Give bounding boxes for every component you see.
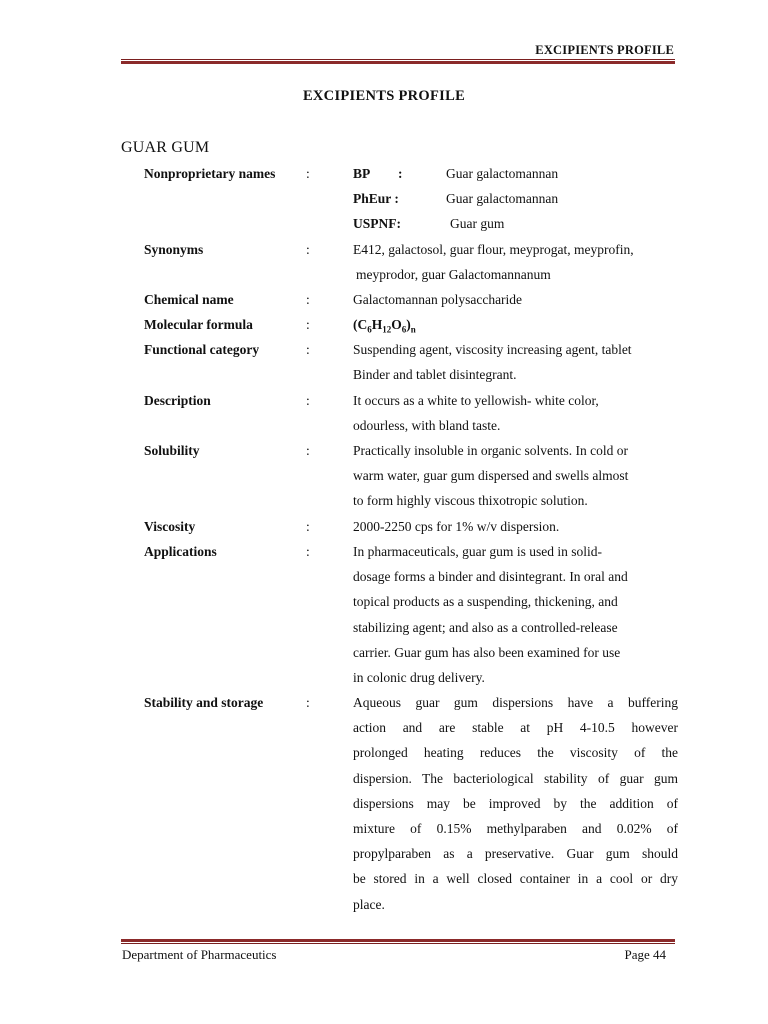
stability-value bbox=[353, 690, 678, 917]
description-label: Description bbox=[144, 393, 211, 408]
section-heading: GUAR GUM bbox=[121, 139, 210, 156]
value-line: 2000-2250 cps for 1% w/v dispersion. bbox=[353, 519, 560, 534]
value-line: dispersion. The bacteriological stability of guar gum bbox=[353, 770, 678, 786]
value-line: In pharmaceuticals, guar gum is used in solid- bbox=[353, 544, 602, 559]
value-line: in colonic drug delivery. bbox=[353, 670, 485, 686]
name-code-uspnf: USPNF: bbox=[353, 216, 401, 231]
solubility-value bbox=[353, 438, 678, 514]
viscosity-label: Viscosity bbox=[144, 519, 196, 534]
description-value bbox=[353, 388, 678, 438]
running-header: EXCIPIENTS PROFILE bbox=[535, 43, 674, 57]
value-line: Practically insoluble in organic solvents. In cold or bbox=[353, 443, 628, 458]
name-value-bp: Guar galactomannan bbox=[446, 166, 559, 181]
synonyms-value bbox=[353, 237, 678, 287]
value-line: prolonged heating reduces the viscosity of the bbox=[353, 745, 678, 761]
value-line: mixture of 0.15% methylparaben and 0.02% of bbox=[353, 821, 678, 837]
value-line: Galactomannan polysaccharide bbox=[353, 292, 523, 307]
stability-label: Stability and storage bbox=[144, 695, 264, 710]
page-number: Page 44 bbox=[624, 947, 666, 962]
name-value-pheur: Guar galactomannan bbox=[446, 191, 559, 206]
value-line: carrier. Guar gum has also been examined for use bbox=[353, 644, 621, 660]
nonproprietary-label: Nonproprietary names bbox=[144, 166, 276, 181]
viscosity-value bbox=[353, 514, 678, 539]
colon: : bbox=[306, 317, 310, 332]
value-line: Aqueous guar gum dispersions have a buffering bbox=[353, 695, 678, 710]
footer-rule-thick bbox=[121, 939, 675, 942]
molecular-formula-label: Molecular formula bbox=[144, 317, 253, 332]
footer-rule-thin bbox=[121, 943, 675, 944]
value-line: stabilizing agent; and also as a controlled-release bbox=[353, 619, 618, 635]
value-line: meyprodor, guar Galactomannanum bbox=[356, 267, 551, 283]
colon: : bbox=[306, 443, 310, 458]
colon: : bbox=[306, 695, 310, 710]
value-line: be stored in a well closed container in a cool or dry bbox=[353, 871, 678, 887]
synonyms-label: Synonyms bbox=[144, 242, 204, 257]
name-colon-bp: : bbox=[398, 166, 403, 181]
value-line: Binder and tablet disintegrant. bbox=[353, 367, 517, 383]
functional-category-label: Functional category bbox=[144, 342, 260, 357]
value-line: place. bbox=[353, 896, 385, 912]
value-line: dispersions may be improved by the addition of bbox=[353, 795, 678, 811]
applications-label: Applications bbox=[144, 544, 217, 559]
document-title: EXCIPIENTS PROFILE bbox=[302, 88, 466, 104]
header-rule-thin bbox=[121, 59, 675, 60]
functional-category-value bbox=[353, 337, 678, 387]
colon: : bbox=[306, 242, 310, 257]
colon: : bbox=[306, 393, 310, 408]
value-line: action and are stable at pH 4-10.5 however bbox=[353, 720, 678, 736]
name-code-bp: BP bbox=[353, 166, 371, 181]
value-line: E412, galactosol, guar flour, meyprogat, meyprofin, bbox=[353, 242, 634, 257]
value-line: propylparaben as a preservative. Guar gum should bbox=[353, 846, 678, 862]
colon: : bbox=[306, 519, 310, 534]
colon: : bbox=[306, 166, 310, 181]
name-value-uspnf: Guar gum bbox=[450, 216, 505, 231]
value-line: Suspending agent, viscosity increasing agent, tablet bbox=[353, 342, 632, 357]
value-line: warm water, guar gum dispersed and swells almost bbox=[353, 468, 629, 484]
value-line: topical products as a suspending, thickening, and bbox=[353, 594, 618, 610]
chemical-name-label: Chemical name bbox=[144, 292, 234, 307]
footer-department: Department of Pharmaceutics bbox=[122, 947, 277, 962]
name-code-pheur: PhEur : bbox=[353, 191, 399, 206]
value-line: to form highly viscous thixotropic solution. bbox=[353, 493, 588, 509]
header-rule-thick bbox=[121, 61, 675, 64]
colon: : bbox=[306, 544, 310, 559]
applications-value bbox=[353, 539, 678, 690]
solubility-label: Solubility bbox=[144, 443, 200, 458]
colon: : bbox=[306, 342, 310, 357]
molecular-formula-value: $(C_6H_{12}O_6)_n$ bbox=[353, 317, 416, 335]
value-line: dosage forms a binder and disintegrant. In oral and bbox=[353, 569, 628, 585]
value-line: odourless, with bland taste. bbox=[353, 418, 501, 434]
chemical-name-value bbox=[353, 287, 678, 312]
colon: : bbox=[306, 292, 310, 307]
value-line: It occurs as a white to yellowish- white color, bbox=[353, 393, 599, 408]
